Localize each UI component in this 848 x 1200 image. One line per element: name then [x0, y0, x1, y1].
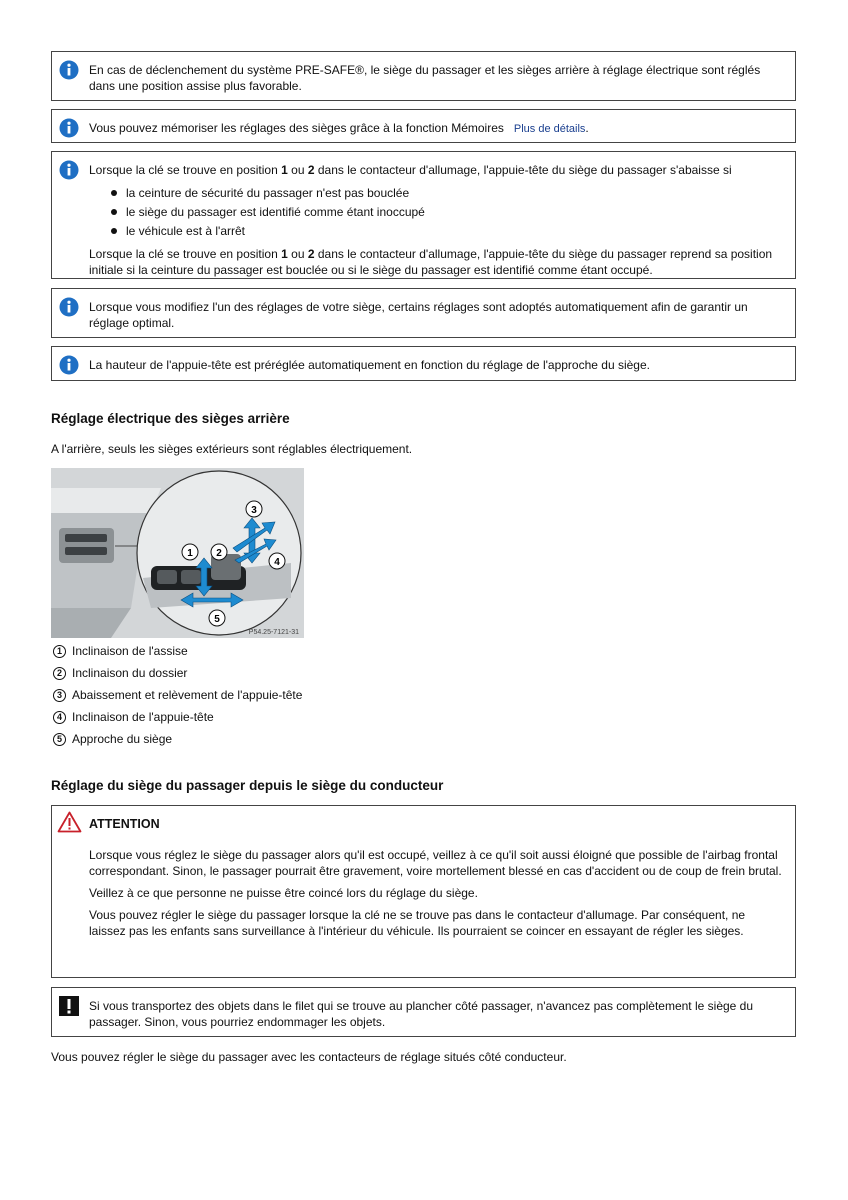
info-icon: [59, 355, 79, 375]
section-intro: A l'arrière, seuls les sièges extérieurs sont réglables électriquement.: [51, 442, 413, 456]
list-item: la ceinture de sécurité du passager n'est pas bouclée: [111, 184, 783, 203]
list-item: le véhicule est à l'arrêt: [111, 222, 783, 241]
number-badge: 5: [53, 733, 66, 746]
info-note-headrest-height: [51, 346, 796, 381]
attention-paragraph: Vous pouvez régler le siège du passager lorsque la clé ne se trouve pas dans le contacteur d'allumage. Par conséquent, ne laissez pas les enfants sans surveillance à l'intérieur du véhicule. Ils pourraient se coincer en essayant de régler les sièges.: [89, 908, 746, 938]
legend-item: 2 Inclinaison du dossier: [53, 662, 302, 684]
svg-text:2: 2: [216, 548, 222, 559]
info-note-pre-safe: [51, 51, 796, 101]
svg-text:5: 5: [214, 614, 220, 625]
section-heading-rear-seats: Réglage électrique des sièges arrière: [51, 411, 290, 426]
attention-paragraph: Lorsque vous réglez le siège du passager alors qu'il est occupé, veillez à ce qu'il soit aussi éloigné que possible de l'airbag frontal correspondant. Sinon, le passager pourrait être gravement, voire mortellement blessé en cas d'accident ou de coup de frein brutal.: [89, 848, 782, 878]
legend-item: 4 Inclinaison de l'appuie-tête: [53, 706, 302, 728]
figure-code: P54.25-7121-31: [248, 629, 299, 636]
info-icon: [59, 297, 79, 317]
section-outro: Vous pouvez régler le siège du passager avec les contacteurs de réglage situés côté conducteur.: [51, 1050, 567, 1064]
info-icon: [59, 160, 79, 180]
svg-text:3: 3: [251, 505, 257, 516]
note-paragraph: Lorsque la clé se trouve en position 1 ou 2 dans le contacteur d'allumage, l'appuie-tête du siège du passager reprend sa position initiale si la ceinture du passager est bouclée ou si le siège du passager est identifié comme étant occupé.: [89, 247, 773, 277]
caution-text: Si vous transportez des objets dans le filet qui se trouve au plancher côté passager, n'avancez pas complètement le siège du passager. Sinon, vous pourriez endommager les objets.: [89, 999, 754, 1029]
warning-triangle-icon: [57, 811, 82, 833]
condition-list: [89, 184, 783, 241]
exclamation-icon: [59, 996, 79, 1016]
note-text: Vous pouvez mémoriser les réglages des sièges grâce à la fonction Mémoires: [89, 121, 504, 135]
attention-title: ATTENTION: [89, 817, 160, 831]
rear-seat-controls-figure: [51, 468, 304, 638]
note-paragraph: Lorsque la clé se trouve en position 1 ou 2 dans le contacteur d'allumage, l'appuie-tête du siège du passager s'abaisse si: [89, 163, 732, 177]
seat-controls-illustration: [51, 468, 304, 638]
number-badge: 4: [53, 711, 66, 724]
attention-box: [51, 805, 796, 978]
figure-legend: [53, 640, 302, 750]
attention-paragraph: Veillez à ce que personne ne puisse être coincé lors du réglage du siège.: [89, 886, 478, 900]
number-badge: 1: [53, 645, 66, 658]
svg-text:4: 4: [274, 557, 280, 568]
more-details-link[interactable]: Plus de détails: [513, 123, 586, 135]
info-icon: [59, 118, 79, 138]
legend-item: 3 Abaissement et relèvement de l'appuie-tête: [53, 684, 302, 706]
info-note-memory: Vous pouvez mémoriser les réglages des sièges grâce à la fonction Mémoires Plus de détails.: [51, 109, 796, 143]
section-heading-passenger-seat: Réglage du siège du passager depuis le siège du conducteur: [51, 778, 444, 793]
legend-item: 1 Inclinaison de l'assise: [53, 640, 302, 662]
info-note-headrest: [51, 151, 796, 279]
number-badge: 3: [53, 689, 66, 702]
legend-item: 5 Approche du siège: [53, 728, 302, 750]
caution-box: [51, 987, 796, 1037]
info-note-auto-adjust: [51, 288, 796, 338]
note-text: En cas de déclenchement du système PRE-SAFE®, le siège du passager et les sièges arrière à réglage électrique sont réglés dans une position assise plus favorable.: [89, 63, 761, 93]
note-text: Lorsque vous modifiez l'un des réglages de votre siège, certains réglages sont adoptés automatiquement afin de garantir un réglage optimal.: [89, 300, 748, 330]
svg-text:1: 1: [187, 548, 193, 559]
info-icon: [59, 60, 79, 80]
number-badge: 2: [53, 667, 66, 680]
list-item: le siège du passager est identifié comme étant inoccupé: [111, 203, 783, 222]
note-text: La hauteur de l'appuie-tête est préréglée automatiquement en fonction du réglage de l'approche du siège.: [89, 358, 650, 372]
